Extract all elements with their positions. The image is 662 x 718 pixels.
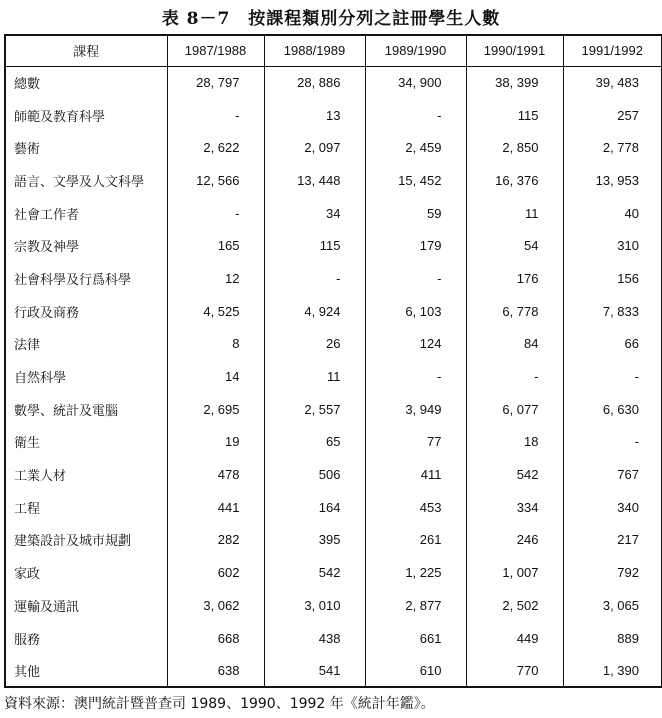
- enrollment-value-cell: 602: [167, 556, 264, 589]
- table-body: [5, 66, 662, 687]
- table-row: [5, 654, 662, 687]
- header-year: 1991/1992: [563, 35, 662, 66]
- table-row: [5, 131, 662, 164]
- enrollment-value-cell: 217: [563, 524, 662, 557]
- course-name-cell: 社會科學及行爲科學: [5, 262, 167, 295]
- table-row: [5, 328, 662, 361]
- header-year: 1987/1988: [167, 35, 264, 66]
- enrollment-value-cell: 14: [167, 360, 264, 393]
- enrollment-value-cell: 395: [264, 524, 365, 557]
- enrollment-value-cell: 4, 924: [264, 295, 365, 328]
- enrollment-value-cell: 179: [365, 229, 466, 262]
- enrollment-value-cell: 18: [466, 426, 563, 459]
- enrollment-value-cell: 3, 010: [264, 589, 365, 622]
- enrollment-value-cell: 2, 695: [167, 393, 264, 426]
- table-row: [5, 164, 662, 197]
- course-name-cell: 藝術: [5, 131, 167, 164]
- enrollment-value-cell: 610: [365, 654, 466, 687]
- enrollment-value-cell: 26: [264, 328, 365, 361]
- course-name-cell: 數學、統計及電腦: [5, 393, 167, 426]
- enrollment-value-cell: 4, 525: [167, 295, 264, 328]
- table-row: [5, 197, 662, 230]
- course-name-cell: 建築設計及城市規劃: [5, 524, 167, 557]
- enrollment-value-cell: 542: [466, 458, 563, 491]
- enrollment-value-cell: 3, 062: [167, 589, 264, 622]
- enrollment-value-cell: 889: [563, 622, 662, 655]
- enrollment-value-cell: 12: [167, 262, 264, 295]
- table-header-row: [5, 35, 662, 66]
- enrollment-table: [4, 34, 662, 688]
- enrollment-value-cell: -: [167, 197, 264, 230]
- enrollment-value-cell: 3, 949: [365, 393, 466, 426]
- enrollment-value-cell: 310: [563, 229, 662, 262]
- enrollment-value-cell: -: [563, 360, 662, 393]
- enrollment-value-cell: 34, 900: [365, 66, 466, 99]
- enrollment-value-cell: 28, 797: [167, 66, 264, 99]
- enrollment-value-cell: 28, 886: [264, 66, 365, 99]
- table-row: [5, 524, 662, 557]
- enrollment-value-cell: 11: [264, 360, 365, 393]
- course-name-cell: 服務: [5, 622, 167, 655]
- course-name-cell: 自然科學: [5, 360, 167, 393]
- enrollment-value-cell: 16, 376: [466, 164, 563, 197]
- enrollment-value-cell: 77: [365, 426, 466, 459]
- enrollment-value-cell: -: [167, 99, 264, 132]
- enrollment-value-cell: 65: [264, 426, 365, 459]
- table-row: [5, 99, 662, 132]
- enrollment-value-cell: 1, 225: [365, 556, 466, 589]
- enrollment-value-cell: 6, 778: [466, 295, 563, 328]
- enrollment-value-cell: 2, 097: [264, 131, 365, 164]
- enrollment-value-cell: 506: [264, 458, 365, 491]
- header-course: 課程: [5, 35, 167, 66]
- enrollment-value-cell: 176: [466, 262, 563, 295]
- enrollment-value-cell: 2, 778: [563, 131, 662, 164]
- enrollment-value-cell: -: [365, 360, 466, 393]
- enrollment-value-cell: 2, 459: [365, 131, 466, 164]
- enrollment-value-cell: -: [365, 262, 466, 295]
- table-row: [5, 262, 662, 295]
- enrollment-value-cell: 84: [466, 328, 563, 361]
- header-year: 1990/1991: [466, 35, 563, 66]
- table-row: [5, 360, 662, 393]
- enrollment-value-cell: 8: [167, 328, 264, 361]
- enrollment-value-cell: 19: [167, 426, 264, 459]
- enrollment-value-cell: 11: [466, 197, 563, 230]
- enrollment-value-cell: 54: [466, 229, 563, 262]
- enrollment-value-cell: 13, 448: [264, 164, 365, 197]
- enrollment-value-cell: 38, 399: [466, 66, 563, 99]
- enrollment-value-cell: 34: [264, 197, 365, 230]
- enrollment-value-cell: 438: [264, 622, 365, 655]
- enrollment-value-cell: -: [466, 360, 563, 393]
- enrollment-value-cell: 115: [466, 99, 563, 132]
- course-name-cell: 法律: [5, 328, 167, 361]
- course-name-cell: 社會工作者: [5, 197, 167, 230]
- enrollment-value-cell: 792: [563, 556, 662, 589]
- course-name-cell: 師範及教育科學: [5, 99, 167, 132]
- enrollment-value-cell: -: [563, 426, 662, 459]
- enrollment-value-cell: 124: [365, 328, 466, 361]
- enrollment-value-cell: 6, 077: [466, 393, 563, 426]
- enrollment-value-cell: 541: [264, 654, 365, 687]
- course-name-cell: 工業人材: [5, 458, 167, 491]
- table-row: [5, 556, 662, 589]
- course-name-cell: 衛生: [5, 426, 167, 459]
- enrollment-value-cell: 59: [365, 197, 466, 230]
- enrollment-value-cell: 282: [167, 524, 264, 557]
- enrollment-value-cell: 3, 065: [563, 589, 662, 622]
- course-name-cell: 語言、文學及人文科學: [5, 164, 167, 197]
- enrollment-value-cell: 13, 953: [563, 164, 662, 197]
- enrollment-value-cell: 770: [466, 654, 563, 687]
- header-year: 1989/1990: [365, 35, 466, 66]
- enrollment-value-cell: 6, 630: [563, 393, 662, 426]
- enrollment-value-cell: 767: [563, 458, 662, 491]
- enrollment-value-cell: 156: [563, 262, 662, 295]
- course-name-cell: 家政: [5, 556, 167, 589]
- course-name-cell: 宗教及神學: [5, 229, 167, 262]
- enrollment-value-cell: 40: [563, 197, 662, 230]
- table-row: [5, 491, 662, 524]
- enrollment-value-cell: 39, 483: [563, 66, 662, 99]
- enrollment-value-cell: 115: [264, 229, 365, 262]
- enrollment-value-cell: 164: [264, 491, 365, 524]
- table-row: [5, 622, 662, 655]
- course-name-cell: 工程: [5, 491, 167, 524]
- table-row: [5, 229, 662, 262]
- source-note: 資料來源：澳門統計暨普查司 1989、1990、1992 年《統計年鑑》。: [4, 696, 435, 712]
- table-row: [5, 458, 662, 491]
- enrollment-value-cell: 2, 622: [167, 131, 264, 164]
- enrollment-value-cell: 13: [264, 99, 365, 132]
- course-name-cell: 其他: [5, 654, 167, 687]
- table-row: [5, 66, 662, 99]
- enrollment-value-cell: -: [365, 99, 466, 132]
- table-row: [5, 295, 662, 328]
- enrollment-value-cell: 7, 833: [563, 295, 662, 328]
- enrollment-value-cell: 2, 502: [466, 589, 563, 622]
- enrollment-value-cell: 257: [563, 99, 662, 132]
- enrollment-value-cell: 6, 103: [365, 295, 466, 328]
- table-title: 表 8－7 按課程類別分列之註冊學生人數: [161, 9, 501, 29]
- table-row: [5, 426, 662, 459]
- enrollment-value-cell: 661: [365, 622, 466, 655]
- table-row: [5, 393, 662, 426]
- enrollment-value-cell: 15, 452: [365, 164, 466, 197]
- enrollment-value-cell: 449: [466, 622, 563, 655]
- enrollment-value-cell: 668: [167, 622, 264, 655]
- enrollment-value-cell: 1, 007: [466, 556, 563, 589]
- table-row: [5, 589, 662, 622]
- enrollment-value-cell: 2, 850: [466, 131, 563, 164]
- course-name-cell: 總數: [5, 66, 167, 99]
- enrollment-value-cell: 261: [365, 524, 466, 557]
- enrollment-value-cell: 334: [466, 491, 563, 524]
- enrollment-value-cell: 165: [167, 229, 264, 262]
- enrollment-value-cell: 2, 557: [264, 393, 365, 426]
- course-name-cell: 運輸及通訊: [5, 589, 167, 622]
- enrollment-value-cell: 340: [563, 491, 662, 524]
- enrollment-value-cell: 411: [365, 458, 466, 491]
- course-name-cell: 行政及商務: [5, 295, 167, 328]
- enrollment-value-cell: 66: [563, 328, 662, 361]
- enrollment-value-cell: 478: [167, 458, 264, 491]
- header-year: 1988/1989: [264, 35, 365, 66]
- enrollment-value-cell: 453: [365, 491, 466, 524]
- enrollment-value-cell: 1, 390: [563, 654, 662, 687]
- enrollment-value-cell: -: [264, 262, 365, 295]
- enrollment-value-cell: 638: [167, 654, 264, 687]
- enrollment-value-cell: 441: [167, 491, 264, 524]
- enrollment-value-cell: 542: [264, 556, 365, 589]
- enrollment-value-cell: 12, 566: [167, 164, 264, 197]
- enrollment-value-cell: 2, 877: [365, 589, 466, 622]
- enrollment-value-cell: 246: [466, 524, 563, 557]
